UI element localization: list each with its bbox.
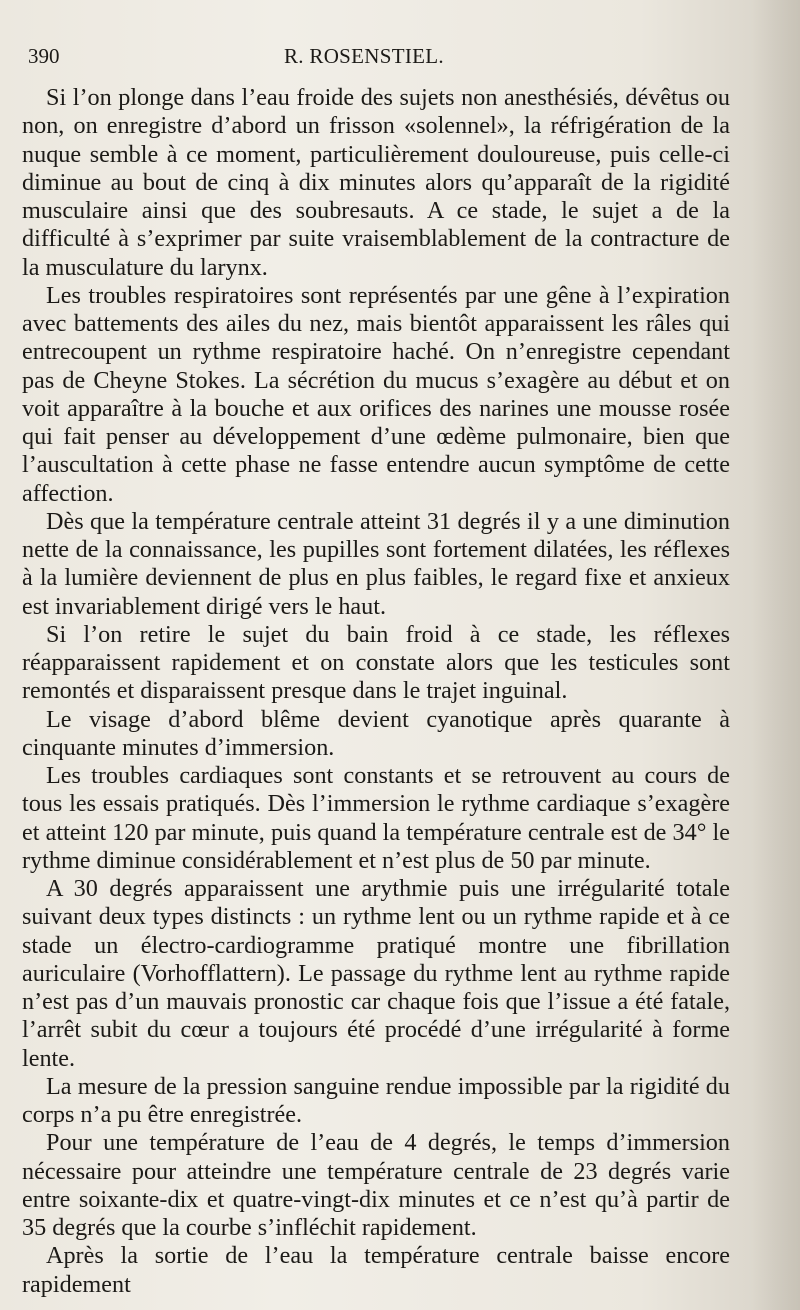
body-text [22, 84, 730, 1299]
paragraph: Pour une température de l’eau de 4 degrés, le temps d’immersion nécessaire pour atteindre une température centrale de 23 degrés varie entre soixante-dix et quatre-vingt-dix minutes et ce n’est qu’à partir de 35 degrés que la courbe s’infléchit rapidement. [22, 1129, 730, 1241]
paragraph: La mesure de la pression sanguine rendue impossible par la rigidité du corps n’a pu être enregistrée. [22, 1072, 730, 1128]
paragraph: A 30 degrés apparaissent une arythmie puis une irrégularité totale suivant deux types distincts : un rythme lent ou un rythme rapide et à ce stade un électro-cardiogramme pratiqué montre une fibrillation auriculaire (Vorhofflattern). Le passage du rythme lent au rythme rapide n’est pas d’un mauvais pronostic car chaque fois que l’issue a été fatale, l’arrêt subit du cœur a toujours été procédé d’une irrégularité à forme lente. [22, 875, 730, 1072]
paragraph: Le visage d’abord blême devient cyanotique après quarante à cinquante minutes d’immersion. [22, 705, 730, 761]
page-edge-shadow [752, 0, 800, 1310]
paragraph: Les troubles cardiaques sont constants et se retrouvent au cours de tous les essais pratiqués. Dès l’immersion le rythme cardiaque s’exagère et atteint 120 par minute, puis quand la température centrale est de 34° le rythme diminue considérablement et n’est plus de 50 par minute. [22, 762, 730, 874]
paragraph: Si l’on retire le sujet du bain froid à ce stade, les réflexes réapparaissent rapidement et on constate alors que les testicules sont remontés et disparaissent presque dans le trajet inguinal. [22, 620, 730, 705]
page-header [22, 44, 730, 84]
paragraph: Si l’on plonge dans l’eau froide des sujets non anesthésiés, dévêtus ou non, on enregistre d’abord un frisson «solennel», la réfrigération de la nuque semble à ce moment, particulièrement douloureuse, puis celle-ci diminue au bout de cinq à dix minutes alors qu’apparaît de la rigidité musculaire ainsi que des soubresauts. A ce stade, le sujet a de la difficulté à s’exprimer par suite vraisemblablement de la contracture de la musculature du larynx. [22, 84, 730, 281]
paragraph: Dès que la température centrale atteint 31 degrés il y a une diminution nette de la connaissance, les pupilles sont fortement dilatées, les réflexes à la lumière deviennent de plus en plus faibles, le regard fixe et anxieux est invariablement dirigé vers le haut. [22, 507, 730, 620]
paragraph: Après la sortie de l’eau la température centrale baisse encore rapidement [22, 1242, 730, 1298]
page-number: 390 [28, 44, 60, 68]
paragraph: Les troubles respiratoires sont représentés par une gêne à l’expiration avec battements des ailes du nez, mais bientôt apparaissent les râles qui entrecoupent un rythme respiratoire haché. On n’enregistre cependant pas de Cheyne Stokes. La sécrétion du mucus s’exagère au début et on voit apparaître à la bouche et aux orifices des narines une mousse rosée qui fait penser au développement d’une œdème pulmonaire, bien que l’auscultation à cette phase ne fasse entendre aucun symptôme de cette affection. [22, 281, 730, 507]
running-head: R. ROSENSTIEL. [284, 44, 444, 68]
